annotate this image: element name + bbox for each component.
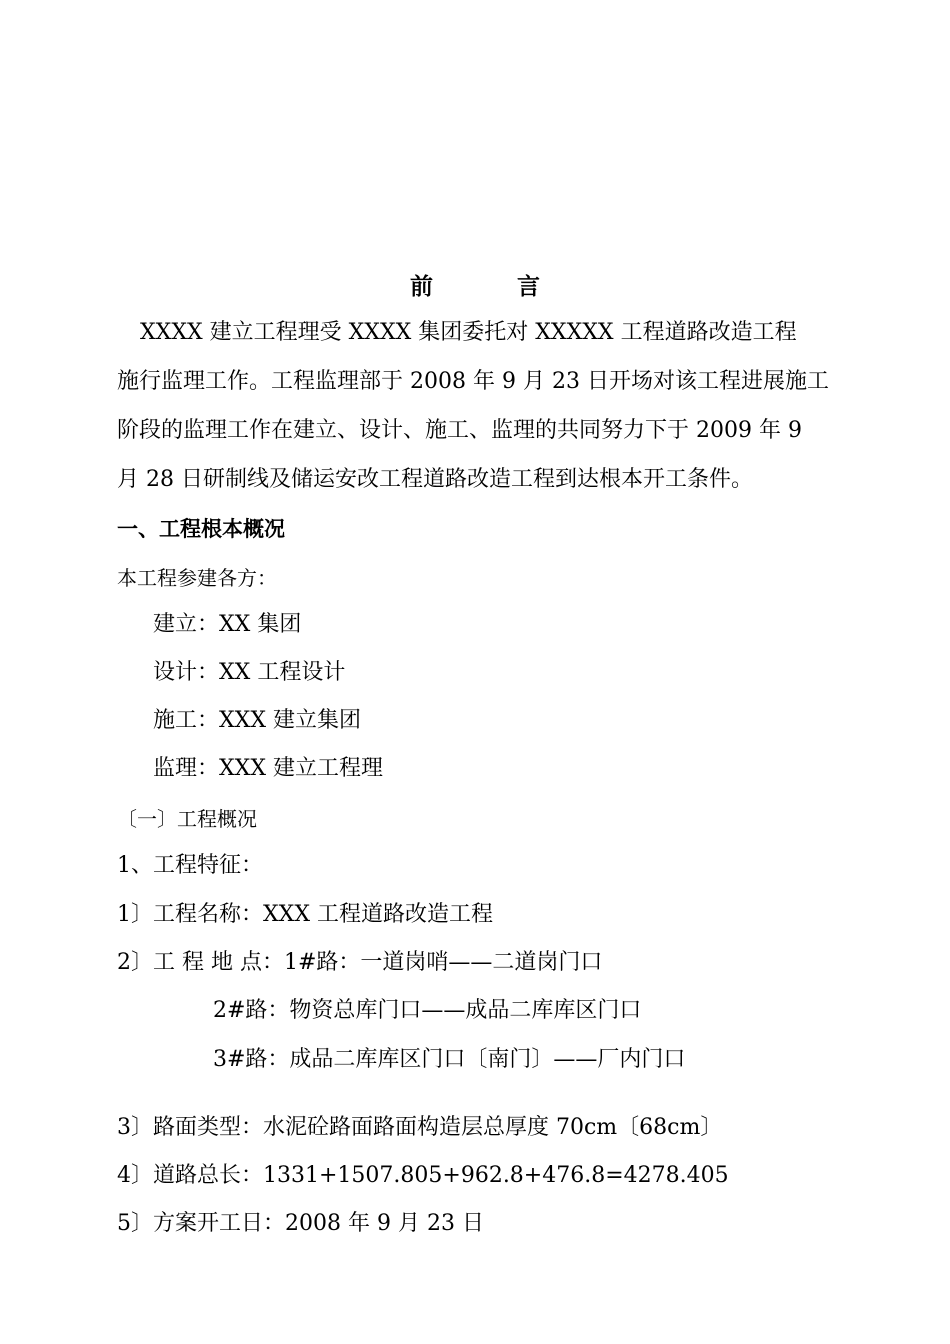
parties-label: 本工程参建各方： <box>117 566 277 590</box>
road-2-route: 2#路：物资总库门口——成品二库库区门口 <box>213 998 642 1023</box>
preface-line-1: XXXX 建立工程理受 XXXX 集团委托对 XXXXX 工程道路改造工程 <box>140 320 797 345</box>
features-label: 1、工程特征： <box>117 853 263 878</box>
pavement-type-item: 3〕路面类型：水泥砼路面路面构造层总厚度 70cm〔68cm〕 <box>117 1115 723 1140</box>
planned-start-item: 5〕方案开工日：2008 年 9 月 23 日 <box>117 1211 484 1236</box>
party-supervisor: 监理：XXX 建立工程理 <box>153 756 383 781</box>
party-owner: 建立：XX 集团 <box>153 612 302 637</box>
road-length-item: 4〕道路总长：1331+1507.805+962.8+476.8=4278.405 <box>117 1163 729 1188</box>
road-3-route: 3#路：成品二库库区门口〔南门〕——厂内门口 <box>213 1047 686 1072</box>
party-contractor: 施工：XXX 建立集团 <box>153 708 361 733</box>
page-title: 前 言 <box>409 274 578 300</box>
section-heading: 一、工程根本概况 <box>117 517 285 541</box>
preface-line-4: 月 28 日研制线及储运安改工程道路改造工程到达根本开工条件。 <box>117 467 753 492</box>
subsection-heading: 〔一〕工程概况 <box>117 807 257 831</box>
project-location-item: 2〕工 程 地 点：1#路：一道岗哨——二道岗门口 <box>117 950 603 975</box>
preface-line-3: 阶段的监理工作在建立、设计、施工、监理的共同努力下于 2009 年 9 <box>117 418 802 443</box>
project-name-item: 1〕工程名称：XXX 工程道路改造工程 <box>117 902 493 927</box>
party-designer: 设计：XX 工程设计 <box>153 660 346 685</box>
preface-line-2: 施行监理工作。工程监理部于 2008 年 9 月 23 日开场对该工程进展施工 <box>117 369 829 394</box>
